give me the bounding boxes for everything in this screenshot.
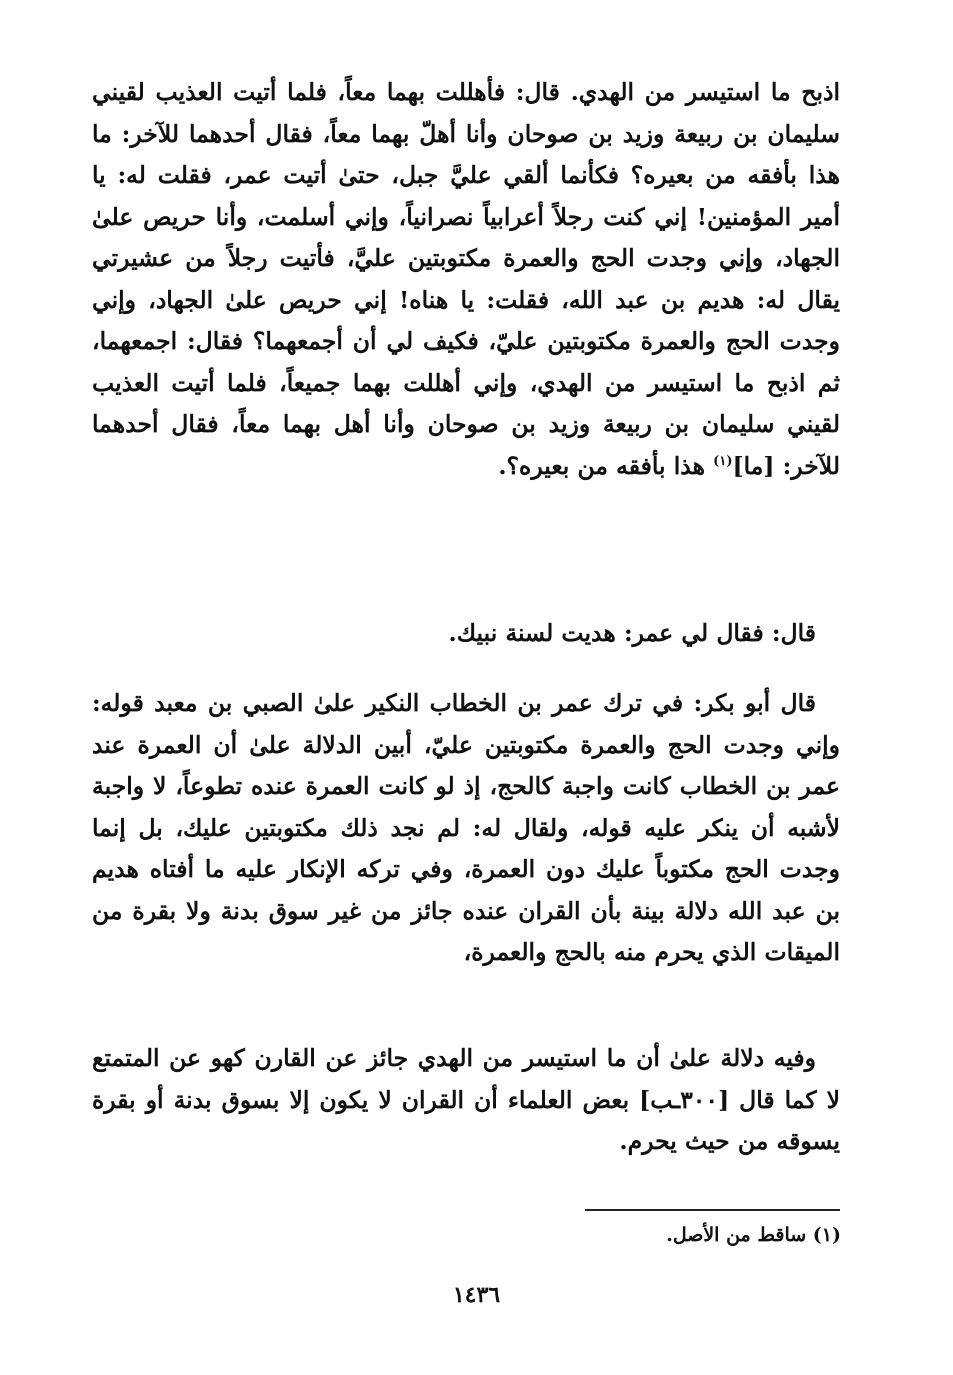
page-number: ١٤٣٦ xyxy=(452,1282,501,1308)
footnote-separator xyxy=(585,1209,840,1211)
paragraph-evidence xyxy=(92,1038,840,1163)
paragraph-umar-reply xyxy=(92,613,840,655)
paragraph-text: قال أبو بكر: في ترك عمر بن الخطاب النكير علىٰ الصبي بن معبد قوله: وإني وجدت الحج والعمرة مكتوبتين عليّ، أبين الدلالة علىٰ أن العمرة عند عمر بن الخطاب كانت واجبة كالحج، إذ لو كانت العمرة عنده تطوعاً، لا واجبة لأشبه أن ينكر عليه قوله، ولقال له: لم نجد ذلك مكتوبتين عليك، بل إنما وجدت الحج مكتوباً عليك دون العمرة، وفي تركه الإنكار عليه ما أفتاه هديم بن عبد الله دلالة بينة بأن القران عنده جائز من غير سوق بدنة ولا بقرة من الميقات الذي يحرم منه بالحج والعمرة، xyxy=(92,689,840,966)
paragraph-abu-bakr-commentary xyxy=(92,683,840,974)
paragraph-text: اذبح ما استيسر من الهدي. قال: فأهللت بهما معاً، فلما أتيت العذيب لقيني سليمان بن ربيعة وزيد بن صوحان وأنا أهلّ بهما معاً، فقال أحدهما للآخر: ما هذا بأفقه من بعيره؟ فكأنما ألقي عليَّ جبل، حتىٰ أتيت عمر، فقلت له: يا أمير المؤمنين! إني كنت رجلاً أعرابياً نصرانياً، وإني أسلمت، وأنا حريص علىٰ الجهاد، وإني وجدت الحج والعمرة مكتوبتين عليَّ، فأتيت رجلاً من عشيرتي يقال له: هديم بن عبد الله، فقلت: يا هناه! إني حريص علىٰ الجهاد، وإني وجدت الحج والعمرة مكتوبتين عليّ، فكيف لي أن أجمعهما؟ فقال: اجمعهما، ثم اذبح ما استيسر من الهدي، وإني أهللت بهما جميعاً، فلما أتيت العذيب لقيني سليمان بن ربيعة وزيد بن صوحان وأنا أهل بهما معاً، فقال أحدهما للآخر: [ما] xyxy=(92,78,840,480)
paragraph-hadith-narration xyxy=(92,72,840,487)
footnote-reference: (١) xyxy=(713,453,733,469)
paragraph-text: قال: فقال لي عمر: هديت لسنة نبيك. xyxy=(448,619,816,647)
paragraph-text-end: هذا بأفقه من بعيره؟. xyxy=(498,451,714,480)
footnote-text: ساقط من الأصل. xyxy=(666,1224,813,1246)
paragraph-text: وفيه دلالة علىٰ أن ما استيسر من الهدي جائز عن القارن كهو عن المتمتع لا كما قال [٣٠٠ـب] بعض العلماء أن القران لا يكون إلا بسوق بدنة أو بقرة يسوقه من حيث يحرم. xyxy=(92,1044,840,1155)
footnote-marker: (١) xyxy=(812,1224,841,1246)
footnote xyxy=(666,1220,841,1250)
